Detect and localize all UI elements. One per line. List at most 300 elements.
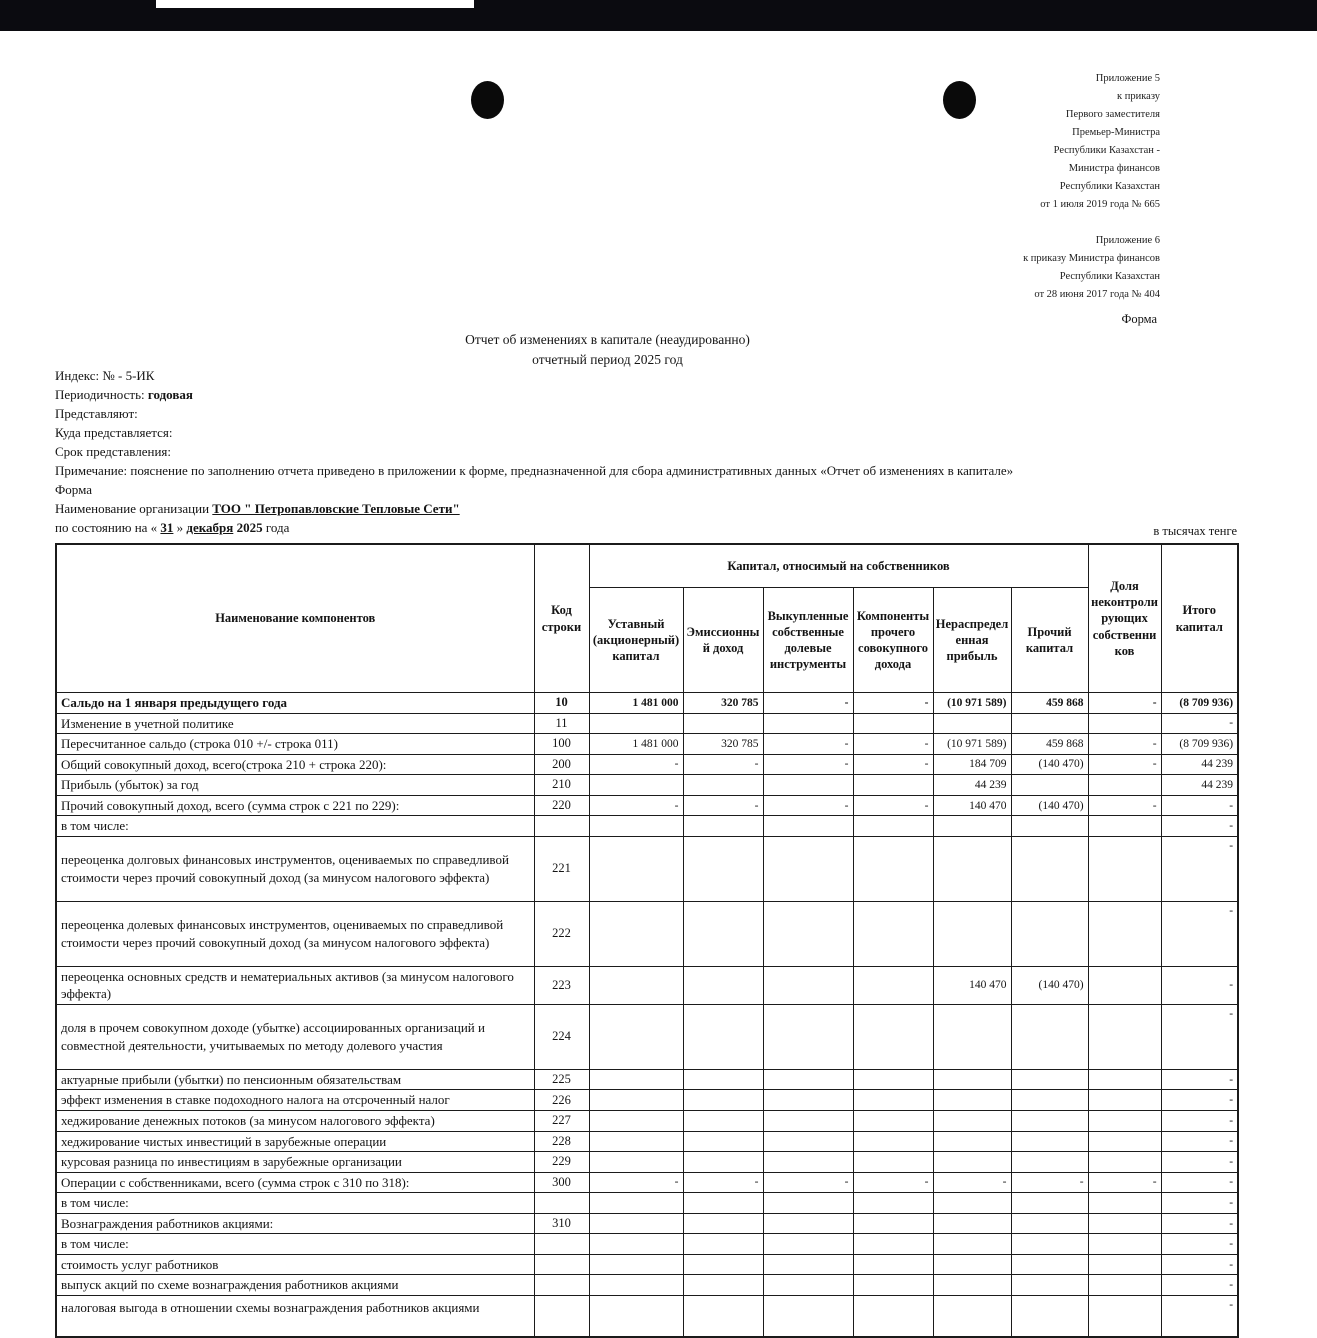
table-row xyxy=(56,966,1238,1004)
value-cell xyxy=(589,713,683,734)
value-cell: 1 481 000 xyxy=(589,734,683,755)
value-cell: 44 239 xyxy=(933,775,1011,796)
value-cell xyxy=(763,1004,853,1069)
value-cell xyxy=(933,1152,1011,1173)
component-name-cell: актуарные прибыли (убытки) по пенсионным обязательствам xyxy=(56,1069,534,1090)
value-cell xyxy=(589,1004,683,1069)
value-cell: 184 709 xyxy=(933,754,1011,775)
value-cell: - xyxy=(1161,966,1238,1004)
value-cell xyxy=(1088,713,1161,734)
header-code-col: Код строки xyxy=(534,544,589,693)
appendix-line: от 28 июня 2017 года № 404 xyxy=(1034,289,1160,300)
value-cell: - xyxy=(1161,1193,1238,1214)
value-cell: - xyxy=(1088,795,1161,816)
meta-segment: Наименование организации xyxy=(55,501,213,516)
value-cell xyxy=(933,901,1011,966)
value-cell xyxy=(589,1193,683,1214)
value-cell xyxy=(853,1131,933,1152)
value-cell: 1 481 000 xyxy=(589,693,683,714)
meta-segment: » xyxy=(173,520,187,535)
value-cell xyxy=(589,1254,683,1275)
meta-line xyxy=(55,499,1237,518)
value-cell xyxy=(763,1069,853,1090)
value-cell xyxy=(589,1069,683,1090)
value-cell xyxy=(589,836,683,901)
value-cell xyxy=(1088,775,1161,796)
meta-segment: года xyxy=(262,520,290,535)
value-cell: 44 239 xyxy=(1161,754,1238,775)
value-cell xyxy=(763,1111,853,1132)
value-cell: - xyxy=(1161,901,1238,966)
value-cell xyxy=(1088,1111,1161,1132)
value-cell xyxy=(933,1131,1011,1152)
value-cell xyxy=(763,1254,853,1275)
value-cell xyxy=(683,1152,763,1173)
report-title-block xyxy=(55,330,1160,370)
units-note: в тысячах тенге xyxy=(1153,524,1237,538)
report-period: отчетный период 2025 год xyxy=(532,352,683,367)
value-cell xyxy=(763,775,853,796)
value-cell xyxy=(933,1295,1011,1337)
value-cell xyxy=(1088,1295,1161,1337)
value-cell xyxy=(933,1111,1011,1132)
component-name-cell: стоимость услуг работников xyxy=(56,1254,534,1275)
value-cell: - xyxy=(1161,1172,1238,1193)
value-cell xyxy=(1011,1213,1088,1234)
value-cell xyxy=(683,836,763,901)
value-cell: - xyxy=(1011,1172,1088,1193)
appendix-line: к приказу xyxy=(1117,91,1160,102)
value-cell xyxy=(683,901,763,966)
table-row xyxy=(56,1213,1238,1234)
value-cell xyxy=(683,1090,763,1111)
value-cell xyxy=(1011,816,1088,837)
appendix-line: Республики Казахстан - xyxy=(1053,145,1160,156)
row-code-cell: 210 xyxy=(534,775,589,796)
row-code-cell: 310 xyxy=(534,1213,589,1234)
value-cell xyxy=(853,1090,933,1111)
row-code-cell xyxy=(534,1193,589,1214)
table-row xyxy=(56,1234,1238,1255)
row-code-cell xyxy=(534,1295,589,1337)
value-cell xyxy=(1088,1193,1161,1214)
value-cell: - xyxy=(1161,1275,1238,1296)
value-cell xyxy=(1088,1131,1161,1152)
scan-artifact-bar xyxy=(0,8,1317,31)
report-title: Отчет об изменениях в капитале (неаудированно) xyxy=(465,332,750,347)
value-cell: - xyxy=(853,734,933,755)
table-row xyxy=(56,1193,1238,1214)
header-name-col: Наименование компонентов xyxy=(56,544,534,693)
header-col-charter-capital: Уставный (акционерный) капитал xyxy=(589,588,683,693)
component-name-cell: Вознаграждения работников акциями: xyxy=(56,1213,534,1234)
row-code-cell: 227 xyxy=(534,1111,589,1132)
component-name-cell: Операции с собственниками, всего (сумма строк с 310 по 318): xyxy=(56,1172,534,1193)
value-cell xyxy=(933,1069,1011,1090)
value-cell xyxy=(1011,1069,1088,1090)
value-cell: - xyxy=(1088,734,1161,755)
value-cell: - xyxy=(589,1172,683,1193)
value-cell xyxy=(763,816,853,837)
appendix-block-2 xyxy=(1023,232,1160,304)
value-cell xyxy=(1088,1152,1161,1173)
equity-changes-table xyxy=(55,543,1239,1338)
value-cell: - xyxy=(763,795,853,816)
component-name-cell: Изменение в учетной политике xyxy=(56,713,534,734)
table-row xyxy=(56,713,1238,734)
table-row xyxy=(56,1004,1238,1069)
value-cell xyxy=(933,816,1011,837)
value-cell xyxy=(589,775,683,796)
table-body xyxy=(56,693,1238,1337)
table-row xyxy=(56,836,1238,901)
meta-segment: декабря xyxy=(186,520,234,535)
value-cell: - xyxy=(1161,1213,1238,1234)
value-cell: (8 709 936) xyxy=(1161,734,1238,755)
value-cell xyxy=(1011,1275,1088,1296)
value-cell xyxy=(1011,1090,1088,1111)
value-cell xyxy=(1088,1234,1161,1255)
value-cell: - xyxy=(683,1172,763,1193)
component-name-cell: переоценка долговых финансовых инструментов, оцениваемых по справедливой стоимости через прочий совокупный доход (за минусом налогового эффекта) xyxy=(56,836,534,901)
value-cell xyxy=(1088,966,1161,1004)
value-cell: - xyxy=(853,795,933,816)
value-cell xyxy=(853,1152,933,1173)
value-cell xyxy=(933,1254,1011,1275)
meta-line xyxy=(55,366,1237,385)
component-name-cell: Прибыль (убыток) за год xyxy=(56,775,534,796)
table-row xyxy=(56,1111,1238,1132)
value-cell: - xyxy=(1161,836,1238,901)
value-cell xyxy=(933,1275,1011,1296)
row-code-cell: 223 xyxy=(534,966,589,1004)
value-cell xyxy=(1088,816,1161,837)
value-cell: - xyxy=(589,754,683,775)
appendix-line: Приложение 6 xyxy=(1095,235,1160,246)
value-cell: - xyxy=(1161,795,1238,816)
header-owners-group: Капитал, относимый на собственников xyxy=(589,544,1088,588)
value-cell: - xyxy=(1161,713,1238,734)
meta-segment: 2025 xyxy=(236,520,263,535)
row-code-cell: 11 xyxy=(534,713,589,734)
value-cell: - xyxy=(683,795,763,816)
value-cell: 320 785 xyxy=(683,734,763,755)
value-cell xyxy=(763,1090,853,1111)
value-cell xyxy=(1088,1004,1161,1069)
component-name-cell: Пересчитанное сальдо (строка 010 +/- строка 011) xyxy=(56,734,534,755)
component-name-cell: переоценка основных средств и нематериальных активов (за минусом налогового эффекта) xyxy=(56,966,534,1004)
component-name-cell: выпуск акций по схеме вознаграждения работников акциями xyxy=(56,1275,534,1296)
value-cell: - xyxy=(1088,754,1161,775)
meta-line xyxy=(55,442,1237,461)
value-cell: 320 785 xyxy=(683,693,763,714)
row-code-cell: 225 xyxy=(534,1069,589,1090)
row-code-cell: 228 xyxy=(534,1131,589,1152)
table-row xyxy=(56,734,1238,755)
row-code-cell: 100 xyxy=(534,734,589,755)
value-cell: - xyxy=(853,754,933,775)
value-cell xyxy=(853,1069,933,1090)
meta-segment: Форма xyxy=(55,482,92,497)
value-cell xyxy=(1088,1090,1161,1111)
value-cell: - xyxy=(1161,1295,1238,1337)
row-code-cell: 221 xyxy=(534,836,589,901)
row-code-cell: 200 xyxy=(534,754,589,775)
value-cell xyxy=(763,901,853,966)
value-cell xyxy=(1088,901,1161,966)
value-cell: - xyxy=(1161,1152,1238,1173)
value-cell xyxy=(683,713,763,734)
value-cell: 140 470 xyxy=(933,966,1011,1004)
component-name-cell: Общий совокупный доход, всего(строка 210 + строка 220): xyxy=(56,754,534,775)
value-cell xyxy=(763,1213,853,1234)
component-name-cell: доля в прочем совокупном доходе (убытке) ассоциированных организаций и совместной деятельности, учитываемых по методу долевого участия xyxy=(56,1004,534,1069)
row-code-cell xyxy=(534,1275,589,1296)
meta-segment: Индекс: № - 5-ИК xyxy=(55,368,155,383)
value-cell xyxy=(683,966,763,1004)
meta-segment: Периодичность: xyxy=(55,387,148,402)
value-cell xyxy=(933,713,1011,734)
value-cell xyxy=(853,966,933,1004)
header-col-oci-components: Компоненты прочего совокупного дохода xyxy=(853,588,933,693)
header-total-col: Итого капитал xyxy=(1161,544,1238,693)
value-cell: - xyxy=(933,1172,1011,1193)
value-cell xyxy=(763,1295,853,1337)
value-cell: - xyxy=(763,1172,853,1193)
value-cell: - xyxy=(589,795,683,816)
value-cell: (10 971 589) xyxy=(933,734,1011,755)
value-cell xyxy=(933,1193,1011,1214)
value-cell xyxy=(933,1004,1011,1069)
header-col-share-premium: Эмиссионный доход xyxy=(683,588,763,693)
value-cell: 459 868 xyxy=(1011,693,1088,714)
value-cell xyxy=(1011,1152,1088,1173)
meta-line xyxy=(55,480,1237,499)
value-cell: - xyxy=(1161,1090,1238,1111)
value-cell xyxy=(683,1275,763,1296)
value-cell: - xyxy=(1161,1111,1238,1132)
row-code-cell: 300 xyxy=(534,1172,589,1193)
header-minority-col: Доля неконтролирующих собственников xyxy=(1088,544,1161,693)
meta-segment: Представляют: xyxy=(55,406,138,421)
value-cell xyxy=(589,1111,683,1132)
meta-segment: по состоянию на « xyxy=(55,520,161,535)
row-code-cell: 222 xyxy=(534,901,589,966)
value-cell: - xyxy=(1088,693,1161,714)
value-cell: - xyxy=(1161,1131,1238,1152)
value-cell xyxy=(589,966,683,1004)
value-cell: - xyxy=(763,693,853,714)
row-code-cell xyxy=(534,1254,589,1275)
meta-line xyxy=(55,423,1237,442)
appendix-line: к приказу Министра финансов xyxy=(1023,253,1160,264)
value-cell xyxy=(589,1131,683,1152)
value-cell xyxy=(853,1295,933,1337)
value-cell xyxy=(683,1234,763,1255)
value-cell xyxy=(1011,1111,1088,1132)
table-row xyxy=(56,754,1238,775)
row-code-cell: 220 xyxy=(534,795,589,816)
value-cell: (10 971 589) xyxy=(933,693,1011,714)
binder-hole-icon xyxy=(471,81,504,119)
value-cell xyxy=(1011,901,1088,966)
value-cell: - xyxy=(853,1172,933,1193)
row-code-cell xyxy=(534,816,589,837)
table-row xyxy=(56,901,1238,966)
value-cell xyxy=(763,1234,853,1255)
value-cell xyxy=(589,1275,683,1296)
component-name-cell: эффект изменения в ставке подоходного налога на отсроченный налог xyxy=(56,1090,534,1111)
value-cell xyxy=(683,1193,763,1214)
table-row xyxy=(56,1152,1238,1173)
value-cell xyxy=(589,1213,683,1234)
value-cell xyxy=(1011,775,1088,796)
value-cell xyxy=(933,1234,1011,1255)
binder-hole-icon xyxy=(943,81,976,119)
table-row xyxy=(56,693,1238,714)
value-cell xyxy=(683,1069,763,1090)
header-col-retained-earnings: Нераспределенная прибыль xyxy=(933,588,1011,693)
meta-block xyxy=(55,366,1237,537)
meta-line xyxy=(55,404,1237,423)
value-cell xyxy=(853,1213,933,1234)
value-cell xyxy=(1011,1193,1088,1214)
value-cell: - xyxy=(1161,1069,1238,1090)
meta-segment: Куда представляется: xyxy=(55,425,173,440)
value-cell xyxy=(1011,1254,1088,1275)
header-col-other-capital: Прочий капитал xyxy=(1011,588,1088,693)
value-cell: - xyxy=(763,754,853,775)
value-cell xyxy=(1011,836,1088,901)
value-cell xyxy=(763,1275,853,1296)
value-cell: - xyxy=(1161,816,1238,837)
value-cell xyxy=(763,1131,853,1152)
meta-line xyxy=(55,461,1237,480)
component-name-cell: Сальдо на 1 января предыдущего года xyxy=(56,693,534,714)
value-cell xyxy=(853,1275,933,1296)
value-cell xyxy=(933,1090,1011,1111)
value-cell xyxy=(853,1234,933,1255)
appendix-block-1 xyxy=(1040,70,1160,214)
table-row xyxy=(56,816,1238,837)
meta-segment: годовая xyxy=(147,387,193,402)
value-cell xyxy=(763,713,853,734)
value-cell xyxy=(1011,1131,1088,1152)
value-cell xyxy=(589,901,683,966)
value-cell xyxy=(853,1111,933,1132)
value-cell: - xyxy=(1161,1004,1238,1069)
value-cell xyxy=(853,816,933,837)
component-name-cell: хеджирование чистых инвестиций в зарубежные операции xyxy=(56,1131,534,1152)
value-cell xyxy=(933,1213,1011,1234)
meta-segment: 31 xyxy=(160,520,174,535)
component-name-cell: Прочий совокупный доход, всего (сумма строк с 221 по 229): xyxy=(56,795,534,816)
appendix-line: Республики Казахстан xyxy=(1059,181,1160,192)
appendix-line: Премьер-Министра xyxy=(1072,127,1160,138)
header-col-treasury-instruments: Выкупленные собственные долевые инструменты xyxy=(763,588,853,693)
row-code-cell: 229 xyxy=(534,1152,589,1173)
value-cell xyxy=(589,816,683,837)
forma-label: Форма xyxy=(1121,312,1157,326)
value-cell xyxy=(683,1131,763,1152)
value-cell xyxy=(683,1111,763,1132)
row-code-cell: 224 xyxy=(534,1004,589,1069)
value-cell xyxy=(763,1193,853,1214)
value-cell xyxy=(763,966,853,1004)
meta-segment: ТОО " Петропавловские Тепловые Сети" xyxy=(212,501,460,516)
value-cell xyxy=(763,1152,853,1173)
value-cell xyxy=(683,816,763,837)
value-cell xyxy=(853,901,933,966)
value-cell xyxy=(589,1152,683,1173)
row-code-cell: 226 xyxy=(534,1090,589,1111)
value-cell xyxy=(1011,713,1088,734)
value-cell xyxy=(1011,1004,1088,1069)
table-row xyxy=(56,1090,1238,1111)
value-cell: - xyxy=(1161,1254,1238,1275)
value-cell: - xyxy=(853,693,933,714)
value-cell: - xyxy=(1161,1234,1238,1255)
value-cell: 140 470 xyxy=(933,795,1011,816)
value-cell: - xyxy=(1088,1172,1161,1193)
component-name-cell: в том числе: xyxy=(56,1193,534,1214)
value-cell xyxy=(1088,836,1161,901)
value-cell xyxy=(1088,1254,1161,1275)
value-cell xyxy=(683,1213,763,1234)
table-row xyxy=(56,1172,1238,1193)
value-cell: (8 709 936) xyxy=(1161,693,1238,714)
row-code-cell: 10 xyxy=(534,693,589,714)
component-name-cell: хеджирование денежных потоков (за минусом налогового эффекта) xyxy=(56,1111,534,1132)
value-cell: - xyxy=(683,754,763,775)
component-name-cell: налоговая выгода в отношении схемы вознаграждения работников акциями xyxy=(56,1295,534,1337)
value-cell xyxy=(1011,1295,1088,1337)
value-cell xyxy=(933,836,1011,901)
table-row xyxy=(56,795,1238,816)
table-row xyxy=(56,1131,1238,1152)
value-cell xyxy=(589,1295,683,1337)
value-cell xyxy=(853,836,933,901)
table-row xyxy=(56,1275,1238,1296)
value-cell xyxy=(589,1090,683,1111)
value-cell xyxy=(853,775,933,796)
value-cell xyxy=(683,1254,763,1275)
value-cell xyxy=(853,713,933,734)
meta-segment: Примечание: пояснение по заполнению отчета приведено в приложении к форме, предназначенной для сбора административных данных «Отчет об изменениях в капитале» xyxy=(55,463,1014,478)
component-name-cell: переоценка долевых финансовых инструментов, оцениваемых по справедливой стоимости через прочий совокупный доход (за минусом налогового эффекта) xyxy=(56,901,534,966)
component-name-cell: курсовая разница по инвестициям в зарубежные организации xyxy=(56,1152,534,1173)
value-cell xyxy=(1088,1213,1161,1234)
appendix-line: Первого заместителя xyxy=(1065,109,1160,120)
component-name-cell: в том числе: xyxy=(56,816,534,837)
value-cell: - xyxy=(763,734,853,755)
meta-segment: Срок представления: xyxy=(55,444,172,459)
value-cell xyxy=(1011,1234,1088,1255)
value-cell xyxy=(683,775,763,796)
table-row xyxy=(56,1254,1238,1275)
appendix-line: от 1 июля 2019 года № 665 xyxy=(1040,199,1160,210)
appendix-line: Министра финансов xyxy=(1068,163,1160,174)
value-cell xyxy=(1088,1069,1161,1090)
appendix-line: Республики Казахстан xyxy=(1059,271,1160,282)
value-cell: (140 470) xyxy=(1011,795,1088,816)
value-cell xyxy=(1088,1275,1161,1296)
value-cell: (140 470) xyxy=(1011,754,1088,775)
meta-line xyxy=(55,385,1237,404)
value-cell: 459 868 xyxy=(1011,734,1088,755)
value-cell xyxy=(683,1004,763,1069)
value-cell: (140 470) xyxy=(1011,966,1088,1004)
